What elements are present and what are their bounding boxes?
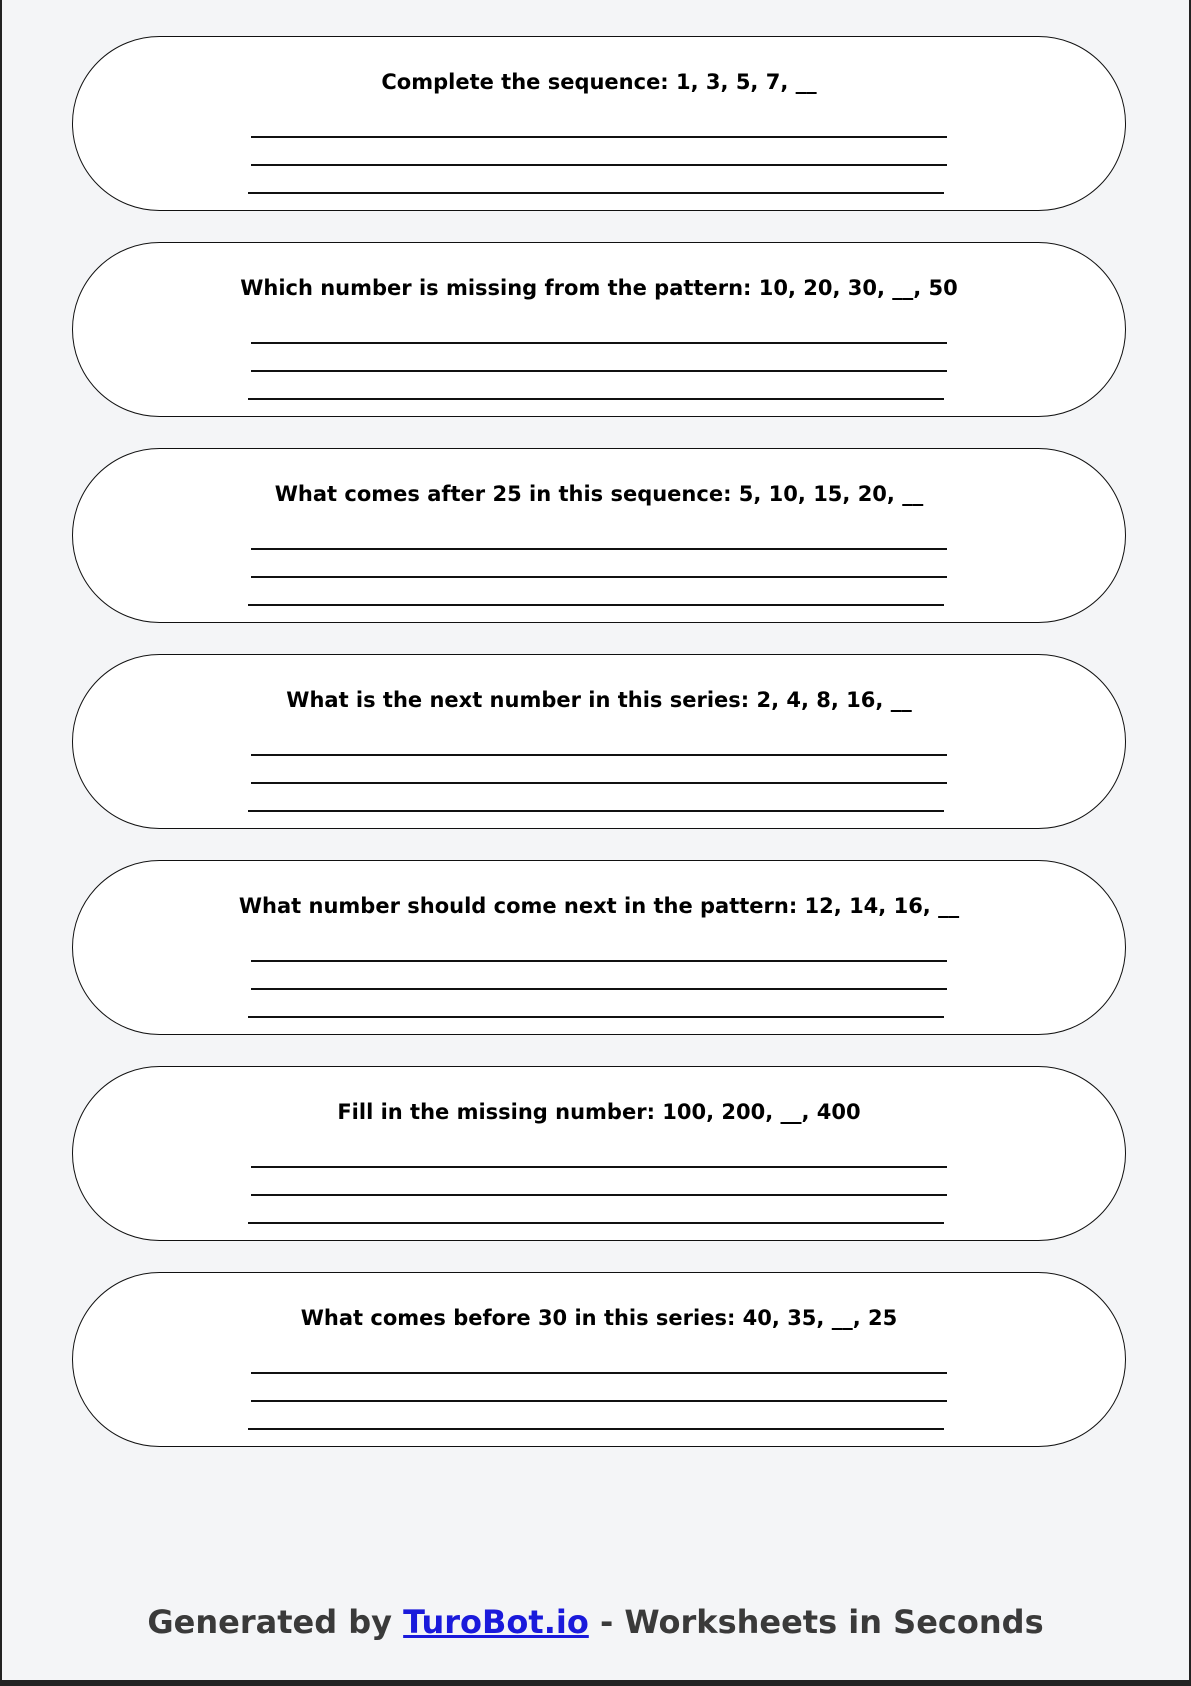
question-card — [72, 242, 1126, 417]
footer — [2, 1603, 1189, 1641]
answer-line — [251, 576, 947, 578]
question-card — [72, 36, 1126, 211]
answer-line — [248, 1016, 944, 1018]
question-text: What comes after 25 in this sequence: 5, 10, 15, 20, __ — [274, 482, 924, 506]
answer-line — [251, 1400, 947, 1402]
question-card — [72, 1066, 1126, 1241]
answer-line — [248, 192, 944, 194]
answer-line — [251, 1194, 947, 1196]
answer-line — [248, 398, 944, 400]
question-text: Which number is missing from the pattern: 10, 20, 30, __, 50 — [240, 276, 958, 300]
footer-suffix: - Worksheets in Seconds — [588, 1603, 1044, 1641]
question-text: Complete the sequence: 1, 3, 5, 7, __ — [381, 70, 817, 94]
question-text: What is the next number in this series: 2, 4, 8, 16, __ — [286, 688, 912, 712]
answer-line — [251, 136, 947, 138]
answer-line — [251, 548, 947, 550]
answer-line — [251, 164, 947, 166]
question-text: Fill in the missing number: 100, 200, __, 400 — [337, 1100, 861, 1124]
footer-prefix: Generated by — [147, 1603, 404, 1641]
turobot-link[interactable]: TuroBot.io — [403, 1603, 589, 1641]
question-text: What number should come next in the pattern: 12, 14, 16, __ — [238, 894, 960, 918]
answer-line — [248, 1428, 944, 1430]
answer-line — [248, 810, 944, 812]
answer-line — [251, 370, 947, 372]
answer-line — [251, 1372, 947, 1374]
question-card — [72, 448, 1126, 623]
answer-line — [251, 960, 947, 962]
answer-line — [251, 1166, 947, 1168]
question-card — [72, 860, 1126, 1035]
worksheet — [72, 36, 1126, 1478]
answer-line — [251, 754, 947, 756]
answer-line — [248, 604, 944, 606]
answer-line — [251, 782, 947, 784]
question-text: What comes before 30 in this series: 40, 35, __, 25 — [300, 1306, 898, 1330]
answer-line — [248, 1222, 944, 1224]
answer-line — [251, 342, 947, 344]
question-card — [72, 1272, 1126, 1447]
question-card — [72, 654, 1126, 829]
answer-line — [251, 988, 947, 990]
